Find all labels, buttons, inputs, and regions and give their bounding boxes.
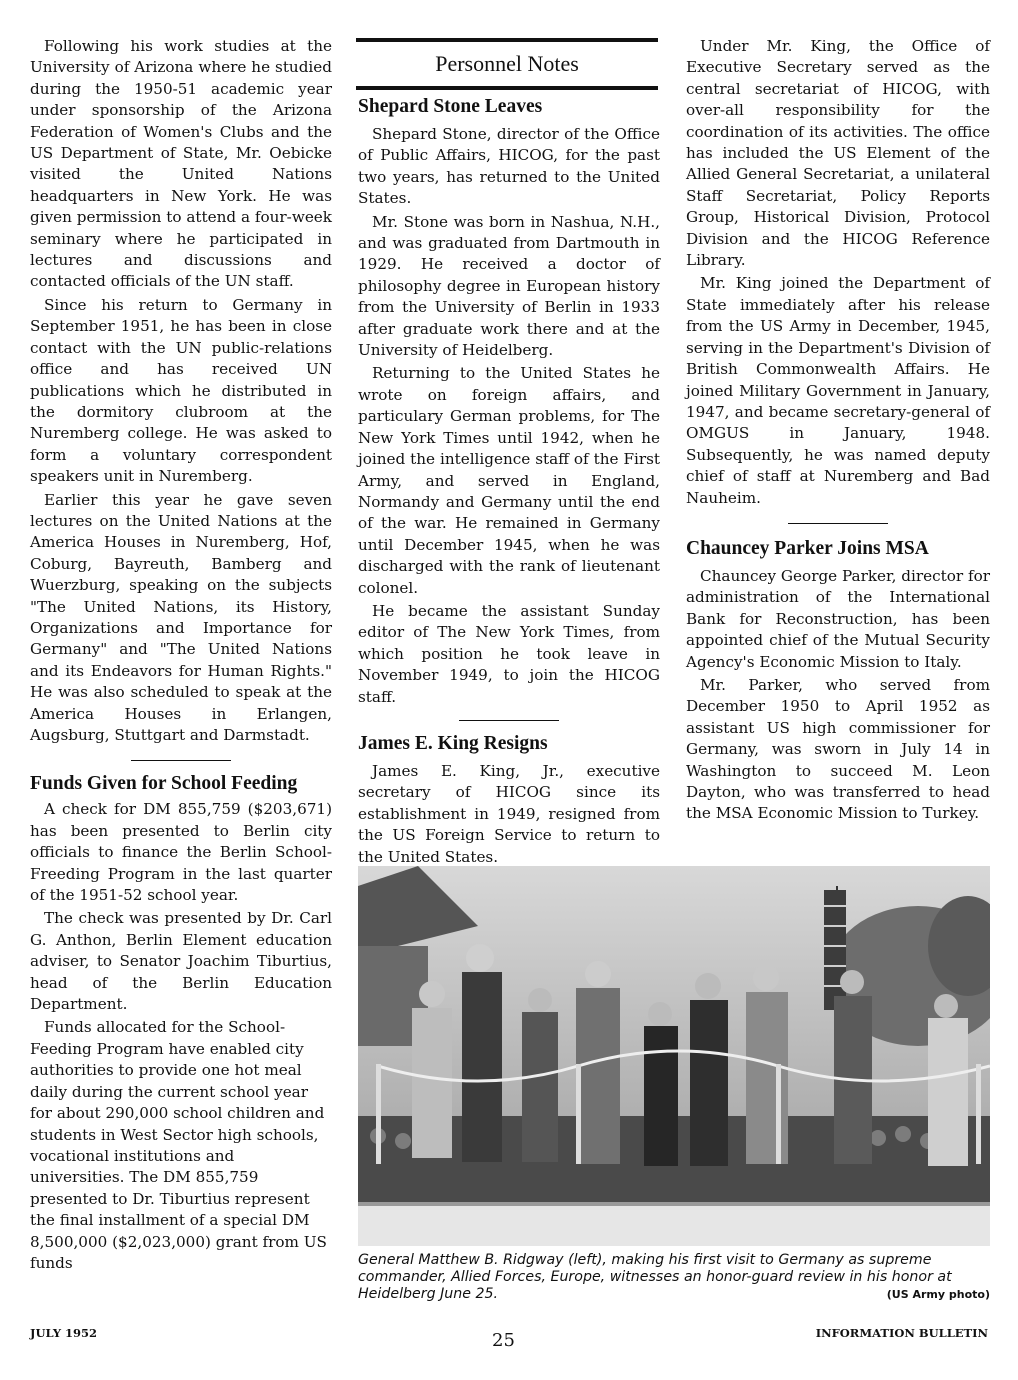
oebicke-paragraph-2: Since his return to Germany in September 1951, he has been in close contact with the UN public-relations office and has received UN publications which he distributed in the dormitory clubroom at the Nuremberg college. He was asked to form a voluntary correspondent speakers unit in Nuremberg.: [30, 295, 332, 486]
section-divider: [459, 720, 559, 721]
parker-paragraph-1: Chauncey George Parker, director for administration of the International Bank for Reconstruction, has been appointed chief of the Mutual Security Agency's Economic Mission to Italy.: [686, 566, 990, 671]
stone-headline: Shepard Stone Leaves: [358, 96, 543, 117]
king-paragraph-2: Under Mr. King, the Office of Executive Secretary served as the central secretariat of HICOG, with over-all responsibility for the coordination of its activities. The office has included the US Element of the Allied General Secretariat, a unilateral Staff Secretariat, Policy Reports Group, Historical Division, Protocol Division and the HICOG Reference Library.: [686, 37, 990, 270]
parker-paragraph-2: Mr. Parker, who served from December 1950 to April 1952 as assistant US high commissioner for Germany, was sworn in July 14 in Washington to succeed M. Leon Dayton, who was transferred to head the MSA Economic Mission to Turkey.: [686, 675, 990, 823]
footer-date: JULY 1952: [30, 1326, 98, 1340]
column-3: [686, 36, 990, 825]
column-2: [358, 96, 660, 868]
section-divider: [788, 523, 888, 524]
page-number: 25: [492, 1330, 515, 1351]
king-paragraph-3: Mr. King joined the Department of State immediately after his release from the US Army in December, 1945, serving in the Department's Division of British Commonwealth Affairs. He joined Military Government in January, 1947, and became secretary-general of OMGUS in January, 1948. Subsequently, he was named deputy chief of staff at Nuremberg and Bad Nauheim.: [686, 274, 990, 507]
stone-paragraph-3: Returning to the United States he wrote on foreign affairs, and particulary German problems, for The New York Times until 1942, when he joined the intelligence staff of the First Army, and served in England, Normandy and Germany until the end of the war. He remained in Germany until December 1945, when he was discharged with the rank of lieutenant colonel.: [358, 364, 660, 597]
personnel-notes-masthead: [356, 38, 658, 90]
honor-guard-photo: [358, 866, 990, 1246]
photo-credit: (US Army photo): [886, 1288, 990, 1301]
king-headline: James E. King Resigns: [358, 732, 548, 754]
masthead-bottom-rule: [356, 86, 658, 90]
funds-paragraph-1: A check for DM 855,759 ($203,671) has been presented to Berlin city officials to finance the Berlin School-Freeding Program in the last quarter of the 1951-52 school year.: [30, 800, 332, 905]
oebicke-paragraph-3: Earlier this year he gave seven lectures on the United Nations at the America Houses in Nuremberg, Hof, Coburg, Bayreuth, Bamberg and Wuerzburg, speaking on the subjects "The United Nations, its History, Organizations and Importance for Germany" and "The United Nations and its Endeavors for Human Rights." He was also scheduled to speak at the America Houses in Erlangen, Augsburg, Stuttgart and Darmstadt.: [30, 490, 332, 744]
funds-headline: Funds Given for School Feeding: [30, 773, 298, 795]
oebicke-paragraph-1: Following his work studies at the University of Arizona where he studied during the 1950-51 academic year under sponsorship of the Arizona Federation of Women's Clubs and the US Department of State, Mr. Oebicke visited the United Nations headquarters in New York. He was given permission to attend a four-week seminary where he participated in lectures and discussions and contacted officials of the UN staff.: [30, 37, 332, 291]
parker-headline: Chauncey Parker Joins MSA: [686, 537, 929, 559]
photo-illustration: [358, 866, 990, 1246]
masthead-title: Personnel Notes: [435, 51, 579, 76]
caption-text: General Matthew B. Ridgway (left), making his first visit to Germany as supreme commander, Allied Forces, Europe, witnesses an honor-guard review in his honor at Heidelberg June 25.: [358, 1252, 952, 1302]
footer-publication: INFORMATION BULLETIN: [815, 1326, 988, 1340]
photo-caption: [358, 1252, 990, 1303]
stone-paragraph-1: Shepard Stone, director of the Office of Public Affairs, HICOG, for the past two years, has returned to the United States.: [358, 125, 660, 208]
funds-paragraph-3: Funds allocated for the School-Feeding Program have enabled city authorities to provide one hot meal daily during the current school year for about 290,000 school children and students in West Sector high schools, vocational institutions and universities. The DM 855,759 presented to Dr. Tiburtius represent the final installment of a special DM 8,500,000 ($2,023,000) grant from US funds: [30, 1018, 327, 1272]
stone-paragraph-4: He became the assistant Sunday editor of The New York Times, from which position he took leave in November 1949, to join the HICOG staff.: [358, 601, 660, 706]
section-divider: [131, 760, 231, 761]
stone-paragraph-2: Mr. Stone was born in Nashua, N.H., and was graduated from Dartmouth in 1929. He received a doctor of philosophy degree in European history from the University of Berlin in 1933 after graduate work there and at the University of Heidelberg.: [358, 212, 660, 360]
column-1: [30, 36, 332, 1274]
king-paragraph-1: James E. King, Jr., executive secretary of HICOG since its establishment in 1949, resigned from the US Foreign Service to return to the United States.: [358, 761, 660, 866]
funds-paragraph-2: The check was presented by Dr. Carl G. Anthon, Berlin Element education adviser, to Senator Joachim Tiburtius, head of the Berlin Education Department.: [30, 909, 332, 1014]
